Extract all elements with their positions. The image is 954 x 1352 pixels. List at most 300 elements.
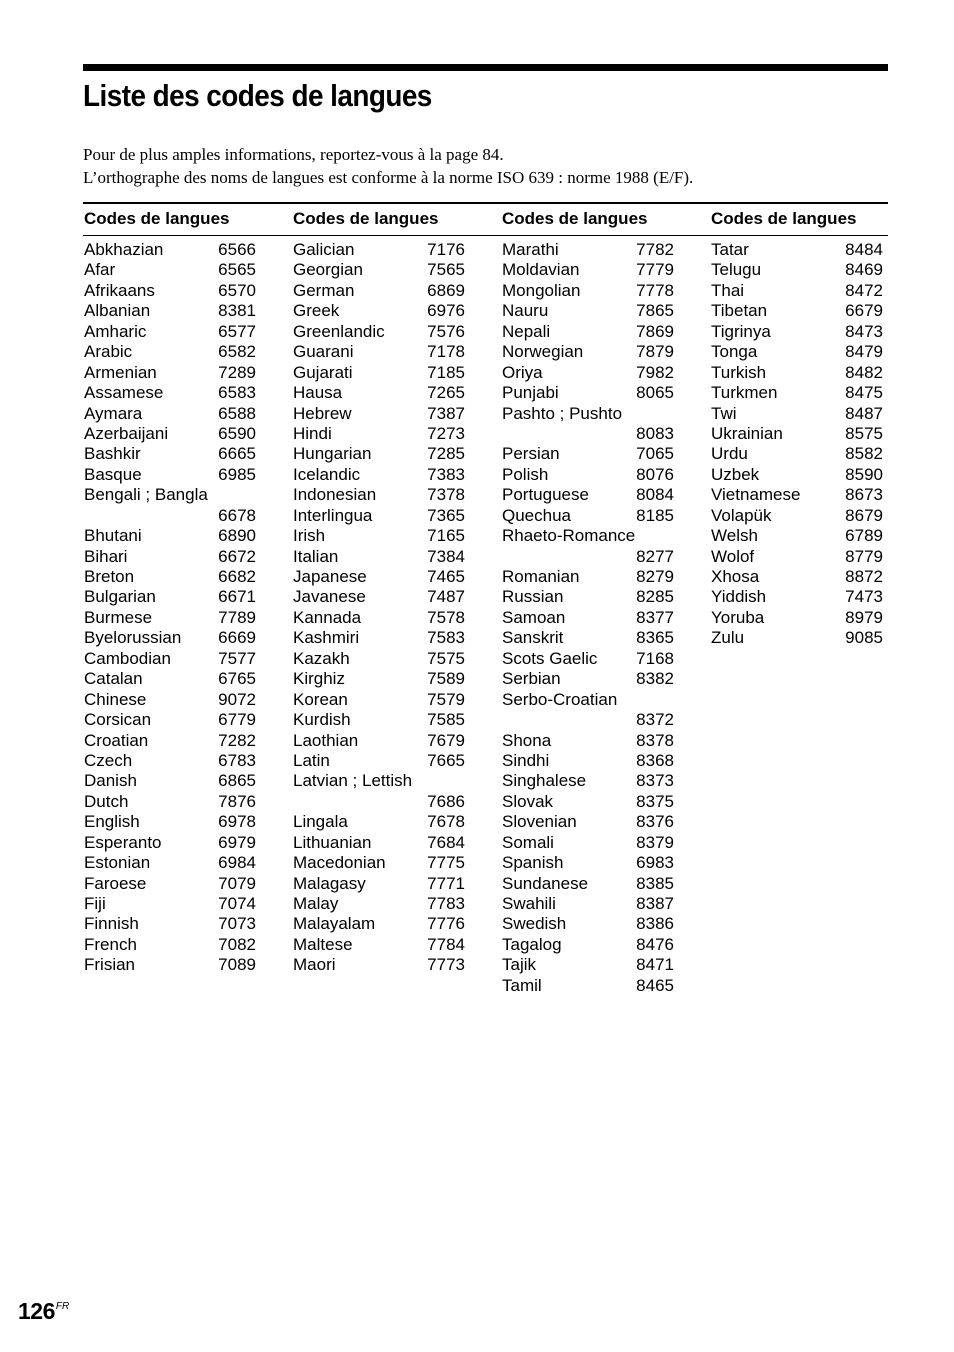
language-code: 8382 [636, 669, 674, 689]
language-row [84, 853, 256, 873]
language-code: 8381 [218, 301, 256, 321]
language-row [711, 567, 883, 587]
language-row [293, 751, 465, 771]
language-row [84, 240, 256, 260]
language-code: 7782 [636, 240, 674, 259]
language-row [293, 342, 465, 362]
language-row [711, 424, 883, 444]
language-name: Hausa [293, 383, 343, 403]
language-code: 7876 [218, 791, 256, 811]
language-row [711, 444, 883, 464]
language-row [502, 587, 674, 607]
language-row [84, 424, 256, 444]
language-code: 7575 [427, 648, 465, 668]
language-code: 7079 [218, 873, 256, 893]
language-name: Croatian [84, 730, 149, 750]
language-column [711, 240, 883, 649]
language-code: 7784 [427, 934, 465, 954]
language-name: Tamil [502, 975, 542, 995]
language-row [84, 669, 256, 689]
language-code: 8386 [636, 914, 674, 934]
language-code: 6665 [218, 444, 256, 464]
language-column [502, 240, 674, 996]
language-name: Kashmiri [293, 628, 360, 648]
language-row [293, 669, 465, 689]
language-code: 7577 [218, 648, 256, 668]
language-name: Corsican [84, 710, 152, 730]
language-code: 6566 [218, 240, 256, 259]
language-code: 7771 [427, 873, 465, 893]
language-row [711, 608, 883, 628]
language-code: 7773 [427, 955, 465, 975]
language-name: Slovenian [502, 812, 577, 832]
language-code: 6865 [218, 771, 256, 791]
language-row [502, 260, 674, 280]
language-row [293, 874, 465, 894]
language-name: Malay [293, 894, 339, 913]
language-code: 6577 [218, 321, 256, 341]
language-row [84, 260, 256, 280]
language-code: 6583 [218, 383, 256, 403]
language-row [711, 322, 883, 342]
language-row [293, 853, 465, 873]
language-row [711, 465, 883, 485]
intro-text [83, 143, 888, 189]
language-name: Serbo-Croatian [502, 689, 618, 709]
language-code: 7176 [427, 240, 465, 259]
language-code: 7089 [218, 955, 256, 975]
language-code: 7473 [845, 587, 883, 607]
language-row [502, 792, 674, 812]
language-code: 7168 [636, 648, 674, 668]
language-row [84, 342, 256, 362]
language-row [84, 404, 256, 424]
language-code: 7776 [427, 914, 465, 934]
language-name: Dutch [84, 791, 129, 811]
language-row [84, 955, 256, 975]
language-name: Tigrinya [711, 321, 771, 341]
page-number: 126 [18, 1298, 55, 1324]
language-code: 7982 [636, 362, 674, 382]
language-row [711, 628, 883, 648]
language-name: English [84, 812, 140, 832]
language-name: Korean [293, 689, 348, 709]
page-number-suffix: FR [55, 1301, 70, 1312]
language-row [502, 914, 674, 934]
language-name: Welsh [711, 526, 758, 546]
language-row [502, 301, 674, 321]
language-row [502, 771, 674, 791]
language-row [84, 485, 256, 505]
language-code: 6679 [845, 301, 883, 321]
language-row [84, 690, 256, 710]
language-code: 8084 [636, 485, 674, 505]
language-name: Danish [84, 771, 137, 791]
language-code: 7679 [427, 730, 465, 750]
language-code: 7869 [636, 321, 674, 341]
language-row [293, 731, 465, 751]
language-row [84, 547, 256, 567]
language-code: 8473 [845, 321, 883, 341]
language-name: Tatar [711, 240, 749, 259]
language-name: Faroese [84, 873, 147, 893]
language-row [84, 301, 256, 321]
language-row [293, 260, 465, 280]
language-code: 7074 [218, 894, 256, 913]
language-code: 7579 [427, 689, 465, 709]
language-row [502, 567, 674, 587]
language-row [84, 914, 256, 934]
language-name: Bengali ; Bangla [84, 485, 208, 505]
language-row [711, 281, 883, 301]
language-row [502, 363, 674, 383]
language-row [84, 567, 256, 587]
language-row [502, 833, 674, 853]
language-code: 7779 [636, 260, 674, 280]
language-row [502, 690, 674, 710]
language-row [502, 424, 674, 444]
language-code: 8476 [636, 934, 674, 954]
language-name: Swahili [502, 894, 556, 913]
language-name: Malagasy [293, 873, 366, 893]
language-name: Scots Gaelic [502, 648, 598, 668]
language-column [293, 240, 465, 976]
table-top-rule [83, 202, 888, 204]
language-name: Indonesian [293, 485, 377, 505]
language-row [293, 322, 465, 342]
language-row [84, 649, 256, 669]
language-name: Tonga [711, 342, 758, 362]
language-code: 8590 [845, 464, 883, 484]
language-name: Kirghiz [293, 669, 345, 689]
language-name: Wolof [711, 546, 755, 566]
language-code: 7783 [427, 894, 465, 913]
language-name: Kurdish [293, 710, 351, 730]
language-name: Slovak [502, 791, 554, 811]
language-code: 8872 [845, 567, 883, 586]
language-name: Romanian [502, 567, 580, 586]
language-name: Tajik [502, 955, 537, 975]
language-code: 8385 [636, 873, 674, 893]
language-name: Uzbek [711, 464, 760, 484]
language-row [84, 812, 256, 832]
language-name: Interlingua [293, 505, 373, 525]
language-row [711, 485, 883, 505]
language-code: 6783 [218, 750, 256, 770]
language-code: 7565 [427, 260, 465, 280]
language-name: Yiddish [711, 587, 767, 607]
language-code: 6590 [218, 423, 256, 443]
language-row [711, 383, 883, 403]
language-name: Aymara [84, 403, 143, 423]
language-row [293, 914, 465, 934]
language-row [502, 465, 674, 485]
language-code: 7384 [427, 546, 465, 566]
language-name: Serbian [502, 669, 561, 689]
language-row [502, 404, 674, 424]
language-column [84, 240, 256, 976]
language-code: 7678 [427, 812, 465, 832]
language-name: Gujarati [293, 362, 353, 382]
language-row [711, 260, 883, 280]
language-name: Ukrainian [711, 423, 783, 443]
language-code: 8375 [636, 791, 674, 811]
language-row [293, 301, 465, 321]
language-row [84, 771, 256, 791]
language-row [502, 853, 674, 873]
language-code: 8979 [845, 607, 883, 627]
language-code: 7665 [427, 750, 465, 770]
language-name: Malayalam [293, 914, 376, 934]
language-row [84, 894, 256, 914]
language-name: French [84, 934, 137, 954]
language-name: Lithuanian [293, 832, 372, 852]
language-name: Bulgarian [84, 587, 156, 607]
column-header: Codes de langues [502, 209, 648, 228]
language-row [502, 485, 674, 505]
language-name: Arabic [84, 342, 133, 362]
language-code: 7073 [218, 914, 256, 934]
language-row [84, 383, 256, 403]
language-name: Tibetan [711, 301, 768, 321]
language-code: 6588 [218, 403, 256, 423]
language-name: Turkmen [711, 383, 778, 403]
language-name: Javanese [293, 587, 366, 607]
language-row [502, 281, 674, 301]
language-name: Moldavian [502, 260, 580, 280]
language-name: Polish [502, 464, 549, 484]
language-code: 6582 [218, 342, 256, 362]
language-name: Irish [293, 526, 326, 546]
language-row [502, 669, 674, 689]
language-name: Maltese [293, 934, 353, 954]
language-code: 8279 [636, 567, 674, 586]
language-name: Shona [502, 730, 552, 750]
language-code: 8465 [636, 975, 674, 995]
language-code: 7282 [218, 730, 256, 750]
language-name: Lingala [293, 812, 348, 832]
language-row [711, 240, 883, 260]
language-row [502, 649, 674, 669]
language-code: 8472 [845, 280, 883, 300]
language-code: 8368 [636, 750, 674, 770]
language-row [293, 567, 465, 587]
language-row [293, 628, 465, 648]
language-name: Turkish [711, 362, 767, 382]
language-name: Byelorussian [84, 628, 182, 648]
language-name: Sindhi [502, 750, 550, 770]
language-name: Spanish [502, 853, 564, 873]
language-row [293, 363, 465, 383]
language-name: Afrikaans [84, 280, 155, 300]
language-row [293, 547, 465, 567]
language-code: 8387 [636, 894, 674, 913]
language-code: 6869 [427, 280, 465, 300]
language-row [293, 608, 465, 628]
language-code: 8376 [636, 812, 674, 832]
language-code: 6983 [636, 853, 674, 873]
language-name: Persian [502, 444, 560, 464]
language-row [502, 976, 674, 996]
language-name: Urdu [711, 444, 748, 464]
language-name: Rhaeto-Romance [502, 526, 636, 546]
language-row [293, 894, 465, 914]
language-row [711, 506, 883, 526]
language-code: 8185 [636, 505, 674, 525]
language-name: Armenian [84, 362, 157, 382]
language-row [502, 342, 674, 362]
language-row [293, 587, 465, 607]
language-name: Laothian [293, 730, 359, 750]
language-code: 7265 [427, 383, 465, 403]
language-name: Guarani [293, 342, 354, 362]
language-code: 8377 [636, 607, 674, 627]
language-row [293, 240, 465, 260]
language-code: 8372 [636, 710, 674, 730]
language-name: Hindi [293, 423, 332, 443]
language-row [293, 792, 465, 812]
language-name: Finnish [84, 914, 139, 934]
language-code: 7865 [636, 301, 674, 321]
language-code: 7465 [427, 567, 465, 586]
language-name: Icelandic [293, 464, 361, 484]
language-code: 7383 [427, 464, 465, 484]
language-code: 7778 [636, 280, 674, 300]
language-row [502, 322, 674, 342]
language-row [84, 506, 256, 526]
language-name: Greenlandic [293, 321, 385, 341]
language-code: 7585 [427, 710, 465, 730]
language-name: Samoan [502, 607, 566, 627]
language-code: 8076 [636, 464, 674, 484]
intro-line: L’orthographe des noms de langues est conforme à la norme ISO 639 : norme 1988 (E/F). [83, 168, 694, 187]
language-code: 7576 [427, 321, 465, 341]
intro-line: Pour de plus amples informations, reportez-vous à la page 84. [83, 145, 504, 164]
language-row [502, 894, 674, 914]
language-row [293, 833, 465, 853]
language-row [502, 751, 674, 771]
language-row [293, 465, 465, 485]
language-code: 7686 [427, 791, 465, 811]
language-code: 7185 [427, 362, 465, 382]
language-code: 6565 [218, 260, 256, 280]
language-name: Zulu [711, 628, 745, 648]
language-row [711, 404, 883, 424]
language-name: Georgian [293, 260, 363, 280]
language-row [84, 751, 256, 771]
language-code: 8277 [636, 546, 674, 566]
language-code: 6976 [427, 301, 465, 321]
language-row [293, 649, 465, 669]
language-code: 6671 [218, 587, 256, 607]
language-code: 9072 [218, 689, 256, 709]
language-name: Abkhazian [84, 240, 164, 259]
language-name: Sundanese [502, 873, 589, 893]
language-row [84, 363, 256, 383]
language-row [711, 547, 883, 567]
language-row [502, 547, 674, 567]
language-name: Norwegian [502, 342, 584, 362]
language-row [293, 771, 465, 791]
language-name: Basque [84, 464, 142, 484]
language-row [84, 587, 256, 607]
page-footer [18, 1296, 69, 1326]
language-name: Frisian [84, 955, 136, 975]
language-row [711, 526, 883, 546]
language-code: 8373 [636, 771, 674, 791]
language-code: 6979 [218, 832, 256, 852]
language-code: 6678 [218, 505, 256, 525]
language-code: 6570 [218, 280, 256, 300]
language-row [84, 281, 256, 301]
language-row [711, 587, 883, 607]
language-row [84, 526, 256, 546]
language-name: Hungarian [293, 444, 372, 464]
language-name: Punjabi [502, 383, 559, 403]
language-name: Portuguese [502, 485, 589, 505]
language-name: Latin [293, 750, 330, 770]
language-name: Galician [293, 240, 355, 259]
language-name: Latvian ; Lettish [293, 771, 413, 791]
language-name: Pashto ; Pushto [502, 403, 623, 423]
language-name: Amharic [84, 321, 147, 341]
language-row [84, 628, 256, 648]
language-name: Breton [84, 567, 135, 586]
language-row [502, 710, 674, 730]
language-code: 6672 [218, 546, 256, 566]
language-code: 8065 [636, 383, 674, 403]
language-code: 7178 [427, 342, 465, 362]
language-row [502, 935, 674, 955]
language-code: 6779 [218, 710, 256, 730]
language-name: Assamese [84, 383, 164, 403]
language-code: 6789 [845, 526, 883, 546]
language-row [502, 444, 674, 464]
language-code: 8479 [845, 342, 883, 362]
language-code: 7165 [427, 526, 465, 546]
language-name: Japanese [293, 567, 367, 586]
language-row [293, 935, 465, 955]
language-row [502, 955, 674, 975]
language-code: 9085 [845, 628, 883, 648]
language-code: 7273 [427, 423, 465, 443]
language-name: Yoruba [711, 607, 765, 627]
language-name: Thai [711, 280, 745, 300]
language-name: Macedonian [293, 853, 386, 873]
language-name: German [293, 280, 355, 300]
language-code: 8779 [845, 546, 883, 566]
language-code: 8285 [636, 587, 674, 607]
language-name: Azerbaijani [84, 423, 169, 443]
language-code: 7589 [427, 669, 465, 689]
language-name: Italian [293, 546, 339, 566]
language-code: 7487 [427, 587, 465, 607]
language-name: Nauru [502, 301, 549, 321]
language-code: 6890 [218, 526, 256, 546]
language-name: Maori [293, 955, 336, 975]
language-code: 8379 [636, 832, 674, 852]
language-row [84, 444, 256, 464]
column-header: Codes de langues [84, 209, 230, 228]
language-row [293, 710, 465, 730]
language-code: 8679 [845, 505, 883, 525]
language-code: 7065 [636, 444, 674, 464]
language-code: 7578 [427, 607, 465, 627]
language-code: 8365 [636, 628, 674, 648]
language-code: 6669 [218, 628, 256, 648]
title-rule [83, 64, 888, 71]
language-row [293, 506, 465, 526]
